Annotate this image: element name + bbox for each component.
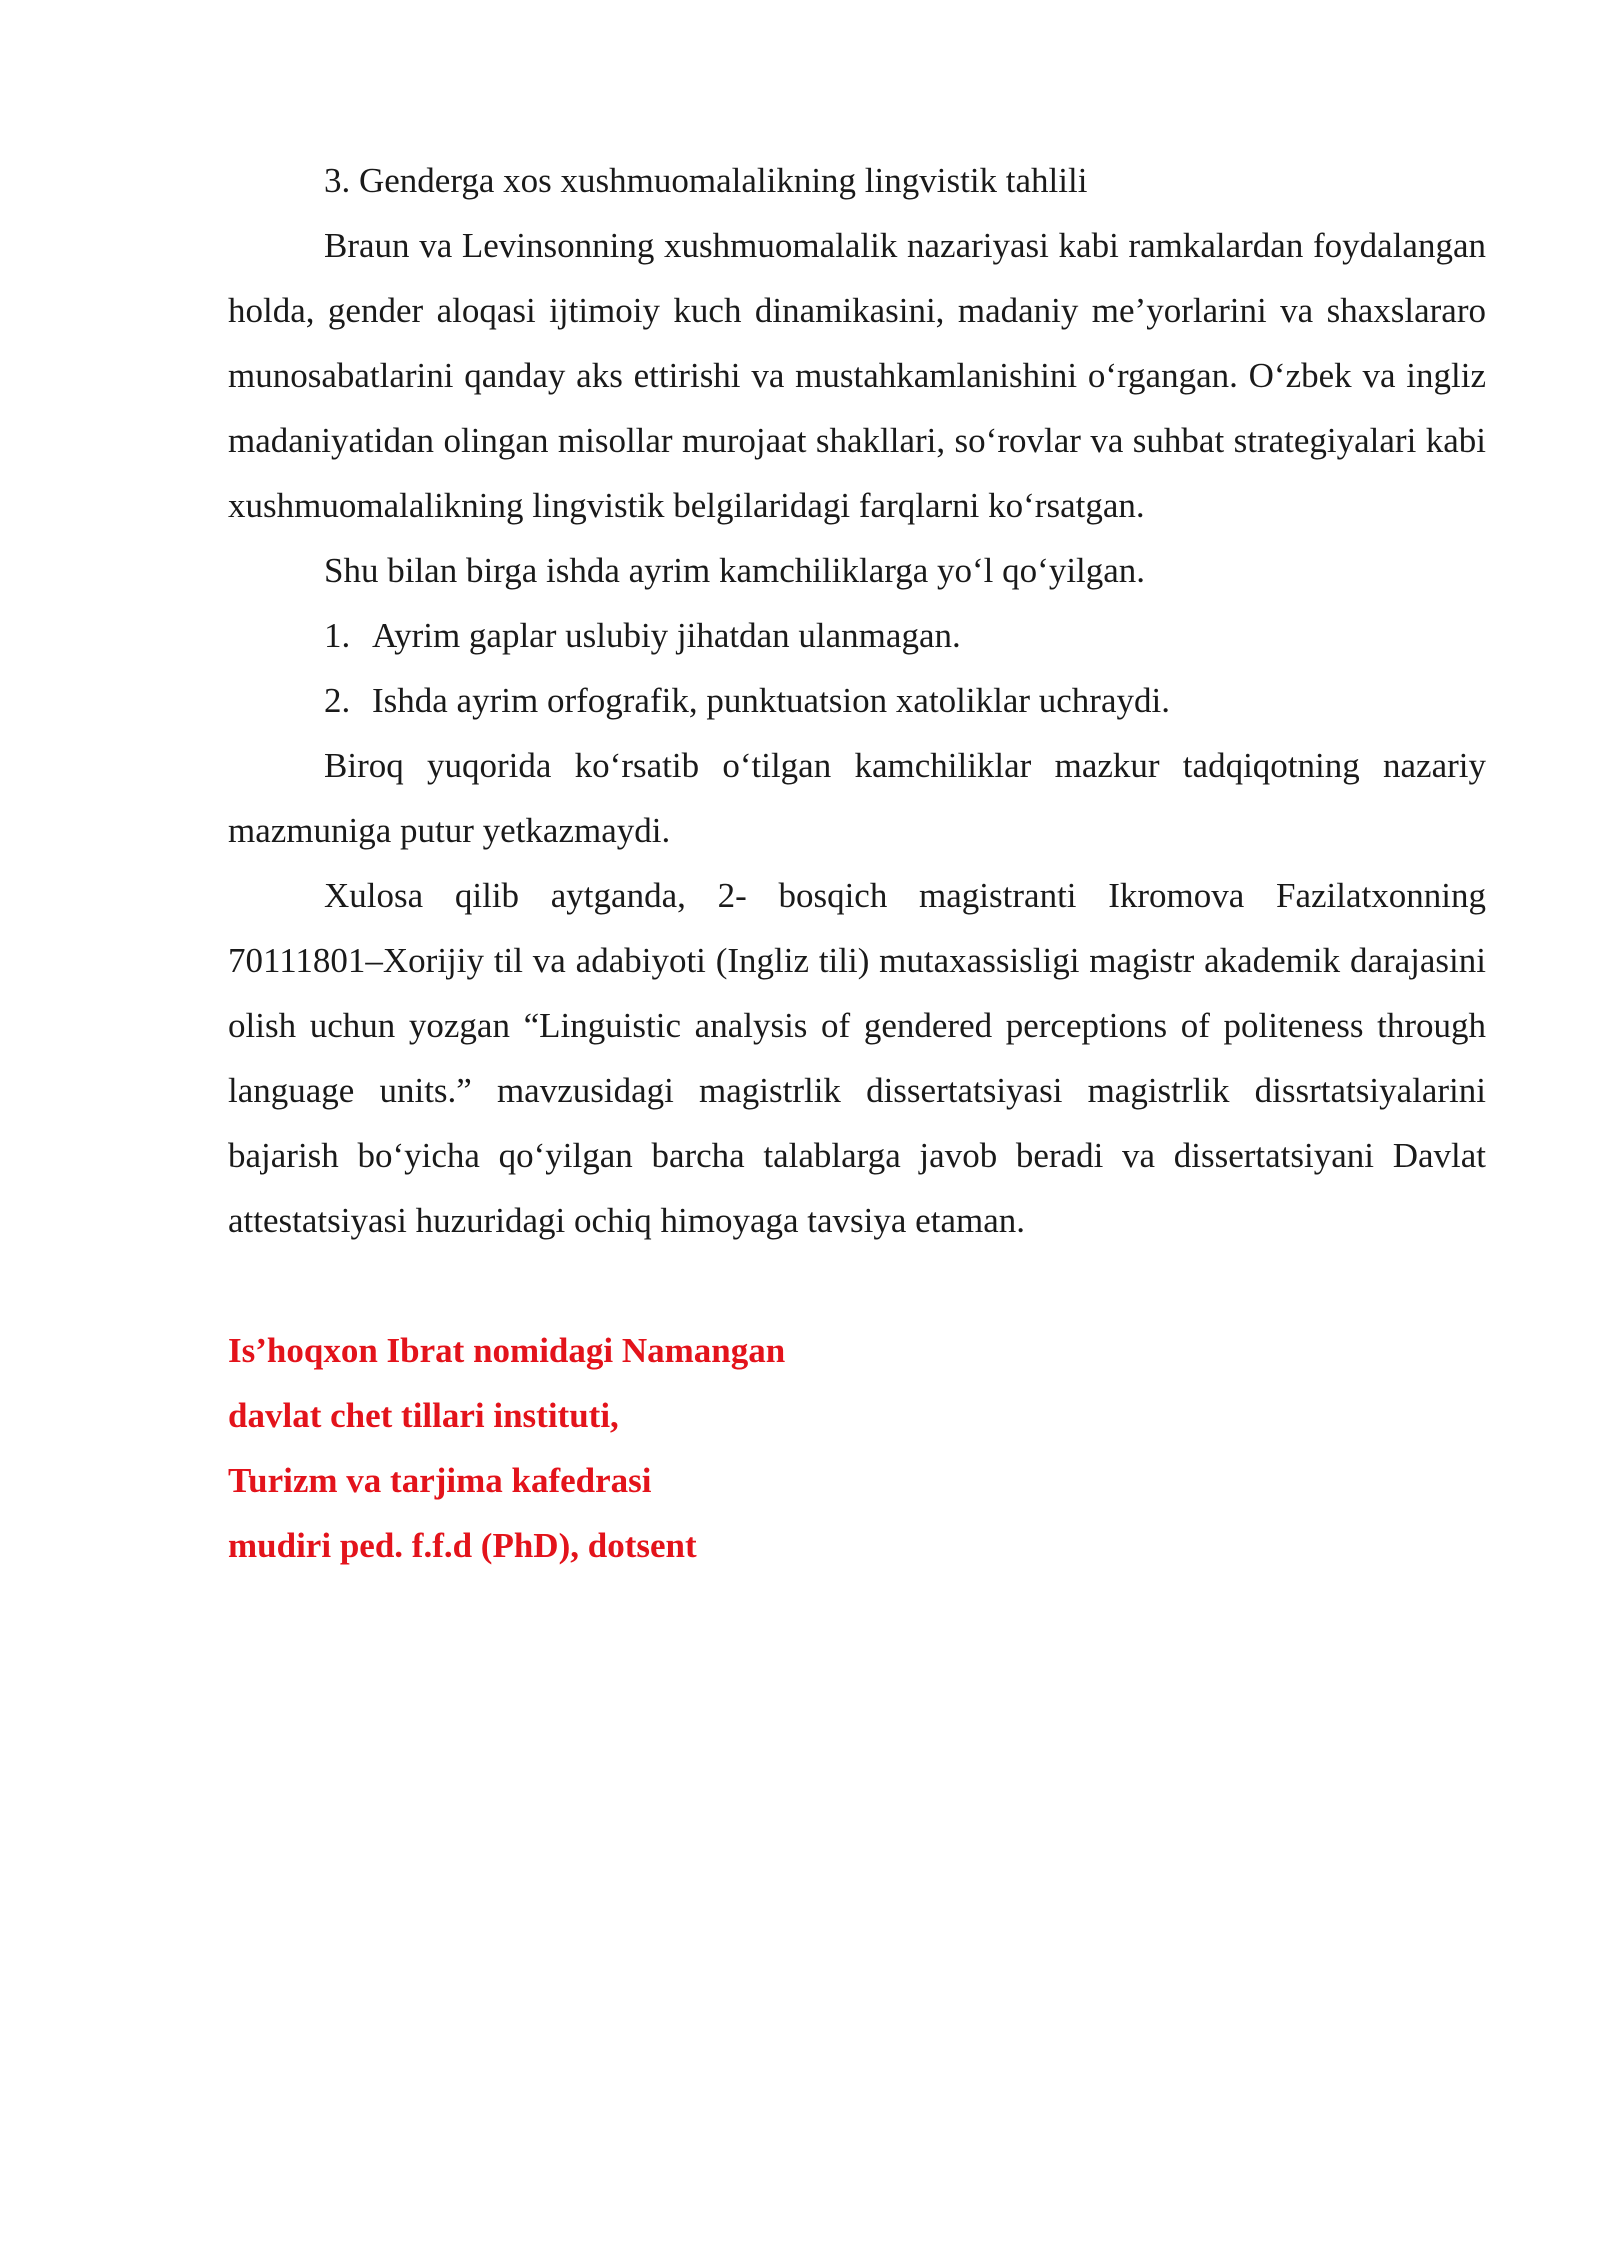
paragraph-shortcomings-note: Biroq yuqorida ko‘rsatib o‘tilgan kamchiliklar mazkur tadqiqotning nazariy mazmuniga putur yetkazmaydi. [228,746,1486,850]
paragraph-theory: Braun va Levinsonning xushmuomalalik nazariyasi kabi ramkalardan foydalangan holda, gender aloqasi ijtimoiy kuch dinamikasini, madaniy me’yorlarini va shaxslararo munosabatlarini qanday aks ettirishi va mustahkamlanishini o‘rgangan. O‘zbek va ingliz madaniyatidan olingan misollar murojaat shakllari, so‘rovlar va suhbat strategiyalari kabi xushmuomalalikning lingvistik belgilaridagi farqlarni ko‘rsatgan. [228,226,1486,525]
signature-institution: Is’hoqxon Ibrat nomidagi Namangan [228,1331,786,1370]
list-item-text: Ishda ayrim orfografik, punktuatsion xatoliklar uchraydi. [372,681,1170,720]
list-item [228,603,1486,668]
list-item-text: Ayrim gaplar uslubiy jihatdan ulanmagan. [372,616,961,655]
list-item-number: 2. [324,681,351,720]
section-heading: 3. Genderga xos xushmuomalalikning lingvistik tahlili [324,161,1088,200]
list-item-number: 1. [324,616,351,655]
list-item [228,668,1486,733]
signature-block [228,1318,1486,1578]
signature-position: mudiri ped. f.f.d (PhD), dotsent [228,1526,697,1565]
paragraph-conclusion: Xulosa qilib aytganda, 2- bosqich magistranti Ikromova Fazilatxonning 70111801–Xorijiy til va adabiyoti (Ingliz tili) mutaxassisligi magistr akademik darajasini olish uchun yozgan “Linguistic analysis of gendered perceptions of politeness through language units.” mavzusidagi magistrlik dissertatsiyasi magistrlik dissrtatsiyalarini bajarish bo‘yicha qo‘yilgan barcha talablarga javob beradi va dissertatsiyani Davlat attestatsiyasi huzuridagi ochiq himoyaga tavsiya etaman. [228,876,1486,1240]
signature-department: Turizm va tarjima kafedrasi [228,1461,652,1500]
document-page [228,148,1486,1578]
signature-institution-cont: davlat chet tillari instituti, [228,1396,619,1435]
paragraph-shortcomings-intro: Shu bilan birga ishda ayrim kamchiliklarga yo‘l qo‘yilgan. [324,551,1146,590]
